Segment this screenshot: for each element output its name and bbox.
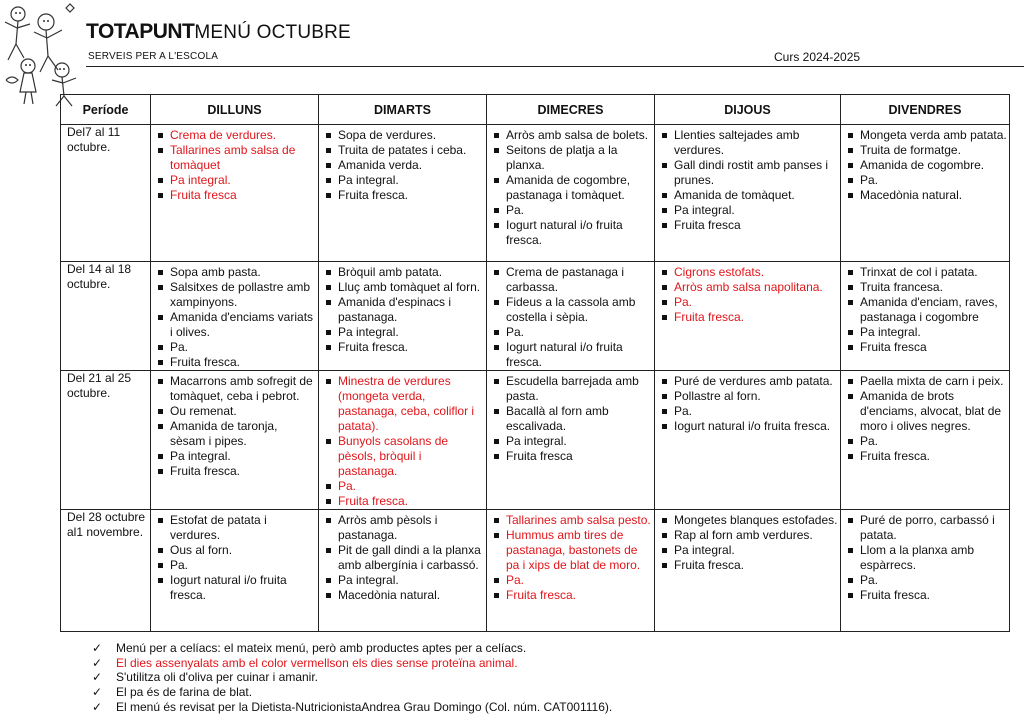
page-title <box>86 20 351 44</box>
dish-list <box>845 128 1007 203</box>
dish-item: Pa integral. <box>155 173 316 188</box>
dish-list <box>845 265 1007 355</box>
dish-item: Minestra de verdures (mongeta verda, pastanaga, ceba, coliflor i patata). <box>323 374 484 434</box>
checkmark-icon: ✓ <box>92 641 103 655</box>
dish-item: Fruita fresca <box>491 449 652 464</box>
note-text: El menú és revisat per la Dietista-NutricionistaAndrea Grau Domingo (Col. núm. CAT001116). <box>116 699 613 714</box>
menu-table <box>60 94 1010 632</box>
dish-item: Pa integral. <box>323 173 484 188</box>
column-header: DIJOUS <box>655 95 841 125</box>
dish-item: Gall dindi rostit amb panses i prunes. <box>659 158 838 188</box>
day-cell <box>319 510 487 632</box>
dish-item: Amanida de cogombre. <box>845 158 1007 173</box>
note-text: S'utilitza oli d'oliva per cuinar i amanir. <box>116 670 319 685</box>
dish-list <box>491 374 652 464</box>
dish-item: Sopa de verdures. <box>323 128 484 143</box>
dish-item: Pa. <box>491 325 652 340</box>
dish-item: Amanida de taronja, sèsam i pipes. <box>155 419 316 449</box>
dish-list <box>155 513 316 603</box>
day-cell <box>151 510 319 632</box>
dish-item: Llenties saltejades amb verdures. <box>659 128 838 158</box>
dish-item: Fruita fresca. <box>659 310 838 325</box>
dish-list <box>323 128 484 203</box>
dish-list <box>659 128 838 233</box>
dish-item: Mongetes blanques estofades. <box>659 513 838 528</box>
dish-list <box>155 374 316 479</box>
dish-item: Pa. <box>491 203 652 218</box>
dish-item: Fruita fresca. <box>845 449 1007 464</box>
dish-item: Fruita fresca. <box>323 340 484 355</box>
dish-list <box>659 374 838 434</box>
dish-item: Macedònia natural. <box>323 588 484 603</box>
day-cell <box>319 262 487 371</box>
dish-item: Amanida de tomàquet. <box>659 188 838 203</box>
note-text: El pa és de farina de blat. <box>116 685 253 700</box>
dish-item: Seitons de platja a la planxa. <box>491 143 652 173</box>
day-cell <box>841 510 1010 632</box>
day-cell <box>841 262 1010 371</box>
dish-item: Ous al forn. <box>155 543 316 558</box>
day-cell <box>841 125 1010 262</box>
dish-item: Amanida d'enciams variats i olives. <box>155 310 316 340</box>
dish-item: Pa. <box>659 404 838 419</box>
dish-item: Iogurt natural i/o fruita fresca. <box>491 218 652 248</box>
dish-item: Amanida de brots d'enciams, alvocat, blat de moro i olives negres. <box>845 389 1007 434</box>
dish-item: Truita de patates i ceba. <box>323 143 484 158</box>
dish-item: Pa. <box>491 573 652 588</box>
kids-logo-illustration <box>0 0 80 108</box>
menu-title: MENÚ OCTUBRE <box>194 22 351 43</box>
dish-list <box>491 513 652 603</box>
dish-item: Pa. <box>845 434 1007 449</box>
dish-item: Crema de pastanaga i carbassa. <box>491 265 652 295</box>
dish-list <box>155 265 316 370</box>
dish-item: Fideus a la cassola amb costella i sèpia. <box>491 295 652 325</box>
column-header: Període <box>61 95 151 125</box>
day-cell <box>841 371 1010 510</box>
dish-item: Fruita fresca. <box>491 588 652 603</box>
checkmark-icon: ✓ <box>92 655 103 670</box>
dish-list <box>845 374 1007 464</box>
period-cell: Del7 al 11 octubre. <box>61 125 151 262</box>
column-header: DIMARTS <box>319 95 487 125</box>
dish-item: Macedònia natural. <box>845 188 1007 203</box>
dish-item: Amanida verda. <box>323 158 484 173</box>
dish-list <box>323 265 484 355</box>
dish-item: Macarrons amb sofregit de tomàquet, ceba i pebrot. <box>155 374 316 404</box>
dish-list <box>491 265 652 370</box>
dish-list <box>323 374 484 509</box>
dish-item: Pollastre al forn. <box>659 389 838 404</box>
dish-item: Fruita fresca <box>845 340 1007 355</box>
day-cell <box>151 125 319 262</box>
dish-item: Hummus amb tires de pastanaga, bastonets de pa i xips de blat de moro. <box>491 528 652 573</box>
column-header: DIMECRES <box>487 95 655 125</box>
dish-item: Pa integral. <box>323 573 484 588</box>
dish-item: Sopa amb pasta. <box>155 265 316 280</box>
checkmark-icon: ✓ <box>92 699 103 714</box>
table-row <box>61 371 1010 510</box>
dish-item: Arròs amb salsa de bolets. <box>491 128 652 143</box>
dish-item: Escudella barrejada amb pasta. <box>491 374 652 404</box>
notes-list <box>92 641 612 715</box>
dish-item: Rap al forn amb verdures. <box>659 528 838 543</box>
dish-item: Fruita fresca <box>155 188 316 203</box>
subtitle: SERVEIS PER A L'ESCOLA <box>88 51 219 62</box>
dish-item: Pa. <box>845 173 1007 188</box>
dish-item: Iogurt natural i/o fruita fresca. <box>155 573 316 603</box>
day-cell <box>487 262 655 371</box>
column-header: DIVENDRES <box>841 95 1010 125</box>
dish-item: Puré de porro, carbassó i patata. <box>845 513 1007 543</box>
brand-name: TOTAPUNT <box>86 20 195 43</box>
dish-item: Paella mixta de carn i peix. <box>845 374 1007 389</box>
dish-item: Pa. <box>845 573 1007 588</box>
day-cell <box>655 510 841 632</box>
day-cell <box>487 371 655 510</box>
dish-item: Pa. <box>323 479 484 494</box>
dish-item: Bunyols casolans de pèsols, bròquil i pastanaga. <box>323 434 484 479</box>
dish-list <box>323 513 484 603</box>
dish-list <box>659 513 838 573</box>
day-cell <box>151 371 319 510</box>
dish-item: Llom a la planxa amb espàrrecs. <box>845 543 1007 573</box>
dish-list <box>659 265 838 325</box>
day-cell <box>319 371 487 510</box>
period-cell: Del 14 al 18 octubre. <box>61 262 151 371</box>
dish-item: Iogurt natural i/o fruita fresca. <box>659 419 838 434</box>
dish-item: Iogurt natural i/o fruita fresca. <box>491 340 652 370</box>
dish-item: Pa integral. <box>659 203 838 218</box>
table-row <box>61 262 1010 371</box>
dish-item: Truita de formatge. <box>845 143 1007 158</box>
note-item <box>92 700 612 715</box>
dish-item: Arròs amb salsa napolitana. <box>659 280 838 295</box>
dish-item: Fruita fresca. <box>155 355 316 370</box>
dish-item: Pa. <box>155 558 316 573</box>
dish-list <box>845 513 1007 603</box>
day-cell <box>655 262 841 371</box>
dish-item: Lluç amb tomàquet al forn. <box>323 280 484 295</box>
table-header-row <box>61 95 1010 125</box>
day-cell <box>151 262 319 371</box>
dish-item: Crema de verdures. <box>155 128 316 143</box>
dish-item: Fruita fresca <box>659 218 838 233</box>
dish-item: Trinxat de col i patata. <box>845 265 1007 280</box>
note-item <box>92 641 612 656</box>
period-cell: Del 21 al 25 octubre. <box>61 371 151 510</box>
header-divider <box>86 66 1024 67</box>
note-item <box>92 685 612 700</box>
dish-item: Tallarines amb salsa de tomàquet <box>155 143 316 173</box>
checkmark-icon: ✓ <box>92 670 103 685</box>
dish-item: Arròs amb pèsols i pastanaga. <box>323 513 484 543</box>
dish-item: Fruita fresca. <box>323 494 484 509</box>
dish-item: Tallarines amb salsa pesto. <box>491 513 652 528</box>
period-cell: Del 28 octubre al1 novembre. <box>61 510 151 632</box>
dish-item: Estofat de patata i verdures. <box>155 513 316 543</box>
note-item <box>92 670 612 685</box>
dish-item: Bròquil amb patata. <box>323 265 484 280</box>
dish-item: Amanida de cogombre, pastanaga i tomàquet. <box>491 173 652 203</box>
dish-list <box>491 128 652 248</box>
note-text: Menú per a celíacs: el mateix menú, però amb productes aptes per a celíacs. <box>116 641 527 655</box>
table-row <box>61 125 1010 262</box>
dish-list <box>155 128 316 203</box>
dish-item: Pa integral. <box>659 543 838 558</box>
course-year: Curs 2024-2025 <box>774 50 861 64</box>
dish-item: Pa. <box>155 340 316 355</box>
dish-item: Amanida d'enciam, raves, pastanaga i cogombre <box>845 295 1007 325</box>
dish-item: Amanida d'espinacs i pastanaga. <box>323 295 484 325</box>
day-cell <box>487 510 655 632</box>
dish-item: Truita francesa. <box>845 280 1007 295</box>
note-text: El dies assenyalats amb el color vermellson els dies sense proteïna animal. <box>116 655 518 670</box>
dish-item: Cigrons estofats. <box>659 265 838 280</box>
dish-item: Pit de gall dindi a la planxa amb albergínia i carbassó. <box>323 543 484 573</box>
table-row <box>61 510 1010 632</box>
dish-item: Salsitxes de pollastre amb xampinyons. <box>155 280 316 310</box>
dish-item: Pa. <box>659 295 838 310</box>
dish-item: Pa integral. <box>155 449 316 464</box>
dish-item: Pa integral. <box>845 325 1007 340</box>
dish-item: Bacallà al forn amb escalivada. <box>491 404 652 434</box>
dish-item: Fruita fresca. <box>845 588 1007 603</box>
dish-item: Mongeta verda amb patata. <box>845 128 1007 143</box>
dish-item: Pa integral. <box>491 434 652 449</box>
day-cell <box>487 125 655 262</box>
checkmark-icon: ✓ <box>92 685 103 700</box>
dish-item: Puré de verdures amb patata. <box>659 374 838 389</box>
note-item <box>92 656 612 671</box>
dish-item: Pa integral. <box>323 325 484 340</box>
dish-item: Fruita fresca. <box>155 464 316 479</box>
day-cell <box>655 125 841 262</box>
column-header: DILLUNS <box>151 95 319 125</box>
day-cell <box>319 125 487 262</box>
dish-item: Fruita fresca. <box>659 558 838 573</box>
day-cell <box>655 371 841 510</box>
dish-item: Ou remenat. <box>155 404 316 419</box>
dish-item: Fruita fresca. <box>323 188 484 203</box>
